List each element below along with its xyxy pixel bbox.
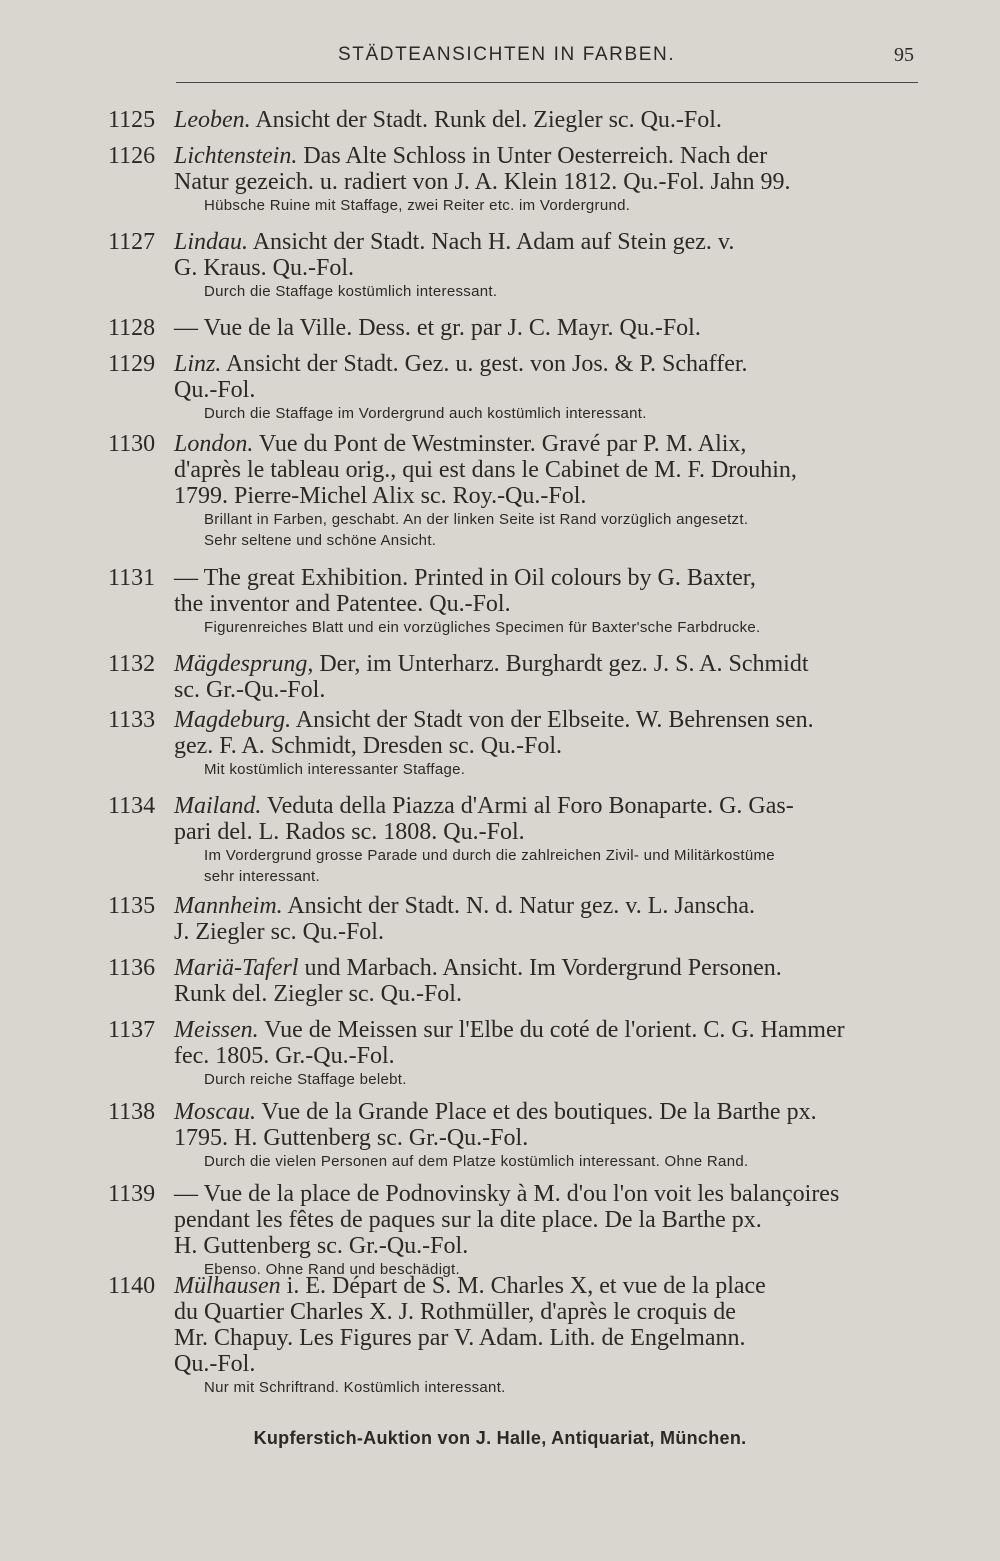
entry-text: Ansicht der Stadt. Nach H. Adam auf Stein gez. v. (248, 229, 735, 255)
entry-line (174, 482, 934, 510)
entry-text: 1795. H. Guttenberg sc. Gr.-Qu.-Fol. (174, 1125, 529, 1151)
entry-number: 1139 (108, 1181, 156, 1207)
place-name: London. (174, 431, 254, 457)
entry-note: Durch die Staffage im Vordergrund auch kostümlich interessant. (204, 405, 647, 422)
entry-text: fec. 1805. Gr.-Qu.-Fol. (174, 1043, 395, 1069)
entry-text: pendant les fêtes de paques sur la dite place. De la Barthe px. (174, 1207, 762, 1233)
entry-number: 1128 (108, 315, 156, 341)
entry-number: 1135 (108, 893, 156, 919)
entry-number: 1127 (108, 229, 156, 255)
entry-text: gez. F. A. Schmidt, Dresden sc. Qu.-Fol. (174, 733, 563, 759)
page-number: 95 (894, 44, 914, 66)
place-name: Meissen. (174, 1017, 259, 1043)
entry-line (174, 1124, 934, 1152)
entry-number: 1125 (108, 107, 156, 133)
place-name: Linz. (174, 351, 222, 377)
entry-number: 1134 (108, 793, 156, 819)
entry-text: Veduta della Piazza d'Armi al Foro Bonaparte. G. Gas- (261, 793, 794, 819)
entry-text: 1799. Pierre-Michel Alix sc. Roy.-Qu.-Fol. (174, 483, 587, 509)
entry-text: Das Alte Schloss in Unter Oesterreich. Nach der (297, 143, 768, 169)
entry-line (174, 732, 934, 760)
entry-note: Ebenso. Ohne Rand und beschädigt. (204, 1261, 460, 1278)
entry-text: the inventor and Patentee. Qu.-Fol. (174, 591, 511, 617)
entry-line (174, 1232, 934, 1260)
entry-line (174, 1016, 934, 1044)
entry-text: und Marbach. Ansicht. Im Vordergrund Personen. (298, 955, 782, 981)
entry-line (174, 254, 934, 282)
entry-note: Durch reiche Staffage belebt. (204, 1071, 407, 1088)
entry-number: 1131 (108, 565, 156, 591)
page-header (0, 44, 1000, 76)
entry-line (174, 1350, 934, 1378)
place-name: Mailand. (174, 793, 262, 819)
entry-number: 1133 (108, 707, 156, 733)
entry-text: — The great Exhibition. Printed in Oil colours by G. Baxter, (174, 565, 756, 591)
entry-note: Brillant in Farben, geschabt. An der linken Seite ist Rand vorzüglich angesetzt. (204, 511, 749, 528)
entry-text: Ansicht der Stadt. Runk del. Ziegler sc. Qu.-Fol. (250, 107, 722, 133)
entry-line (174, 954, 934, 982)
entry-text: du Quartier Charles X. J. Rothmüller, d'après le croquis de (174, 1299, 736, 1325)
entry-text: — Vue de la place de Podnovinsky à M. d'ou l'on voit les balançoires (174, 1181, 840, 1207)
entry-line (174, 650, 934, 678)
running-title: STÄDTEANSICHTEN IN FARBEN. (338, 44, 676, 65)
entry-line (174, 1272, 934, 1300)
entry-line (174, 456, 934, 484)
entry-note: Durch die Staffage kostümlich interessant. (204, 283, 498, 300)
entry-line (174, 142, 934, 170)
entry-text: pari del. L. Rados sc. 1808. Qu.-Fol. (174, 819, 525, 845)
entry-text: Ansicht der Stadt. N. d. Natur gez. v. L. Janscha. (282, 893, 755, 919)
place-name: Moscau. (174, 1099, 256, 1125)
entry-line (174, 376, 934, 404)
entry-line (174, 350, 934, 378)
entry-text: H. Guttenberg sc. Gr.-Qu.-Fol. (174, 1233, 469, 1259)
entry-number: 1140 (108, 1273, 156, 1299)
entry-note: Hübsche Ruine mit Staffage, zwei Reiter etc. im Vordergrund. (204, 197, 631, 214)
entry-note: Figurenreiches Blatt und ein vorzügliches Specimen für Baxter'sche Farbdrucke. (204, 619, 761, 636)
place-name: Magdeburg. (174, 707, 292, 733)
entry-text: Runk del. Ziegler sc. Qu.-Fol. (174, 981, 462, 1007)
entry-line (174, 1324, 934, 1352)
entry-text: i. E. Départ de S. M. Charles X, et vue de la place (280, 1273, 766, 1299)
entry-line (174, 918, 934, 946)
entry-number: 1129 (108, 351, 156, 377)
header-rule (176, 82, 918, 83)
place-name: Mariä-Taferl (174, 955, 299, 981)
entry-line (174, 892, 934, 920)
entry-line (174, 1298, 934, 1326)
entry-text: Der, im Unterharz. Burghardt gez. J. S. A. Schmidt (313, 651, 809, 677)
entry-text: Ansicht der Stadt. Gez. u. gest. von Jos. & P. Schaffer. (221, 351, 748, 377)
entry-line (174, 1180, 934, 1208)
entry-line (174, 430, 934, 458)
entry-text: sc. Gr.-Qu.-Fol. (174, 677, 326, 703)
entry-text: Vue de la Grande Place et des boutiques. De la Barthe px. (255, 1099, 817, 1125)
entry-text: Qu.-Fol. (174, 1351, 256, 1377)
entry-number: 1136 (108, 955, 156, 981)
entry-line (174, 106, 934, 134)
place-name: Mülhausen (174, 1273, 281, 1299)
entry-line (174, 228, 934, 256)
entry-note: Im Vordergrund grosse Parade und durch die zahlreichen Zivil- und Militärkostüme (204, 847, 775, 864)
entry-number: 1130 (108, 431, 156, 457)
place-name: Leoben. (174, 107, 251, 133)
publisher-footer: Kupferstich-Auktion von J. Halle, Antiquariat, München. (253, 1428, 747, 1448)
entry-line (174, 706, 934, 734)
entry-text: G. Kraus. Qu.-Fol. (174, 255, 354, 281)
entry-number: 1126 (108, 143, 156, 169)
entry-note: Nur mit Schriftrand. Kostümlich interessant. (204, 1379, 506, 1396)
entry-number: 1138 (108, 1099, 156, 1125)
entry-line (174, 564, 934, 592)
entry-text: Natur gezeich. u. radiert von J. A. Klein 1812. Qu.-Fol. Jahn 99. (174, 169, 791, 195)
entry-line (174, 818, 934, 846)
place-name: Mägdesprung, (174, 651, 314, 677)
entry-line (174, 980, 934, 1008)
entry-line (174, 1206, 934, 1234)
entry-text: Vue du Pont de Westminster. Gravé par P. M. Alix, (253, 431, 747, 457)
entry-line (174, 792, 934, 820)
entry-text: Qu.-Fol. (174, 377, 256, 403)
entry-text: Mr. Chapuy. Les Figures par V. Adam. Lith. de Engelmann. (174, 1325, 746, 1351)
place-name: Lichtenstein. (174, 143, 298, 169)
entry-text: J. Ziegler sc. Qu.-Fol. (174, 919, 384, 945)
entry-note: Mit kostümlich interessanter Staffage. (204, 761, 466, 778)
entry-line (174, 314, 934, 342)
entry-line (174, 1042, 934, 1070)
entry-note: Sehr seltene und schöne Ansicht. (204, 532, 437, 549)
entry-line (174, 1098, 934, 1126)
entry-line (174, 590, 934, 618)
entry-note: Durch die vielen Personen auf dem Platze kostümlich interessant. Ohne Rand. (204, 1153, 749, 1170)
entry-text: d'après le tableau orig., qui est dans le Cabinet de M. F. Drouhin, (174, 457, 797, 483)
place-name: Mannheim. (174, 893, 283, 919)
entry-number: 1132 (108, 651, 156, 677)
place-name: Lindau. (174, 229, 249, 255)
entry-line (174, 168, 934, 196)
entry-text: Vue de Meissen sur l'Elbe du coté de l'orient. C. G. Hammer (258, 1017, 845, 1043)
entry-line (174, 676, 934, 704)
entry-note: sehr interessant. (204, 868, 320, 885)
entry-number: 1137 (108, 1017, 156, 1043)
entry-text: — Vue de la Ville. Dess. et gr. par J. C. Mayr. Qu.-Fol. (174, 315, 701, 341)
entry-text: Ansicht der Stadt von der Elbseite. W. Behrensen sen. (291, 707, 814, 733)
